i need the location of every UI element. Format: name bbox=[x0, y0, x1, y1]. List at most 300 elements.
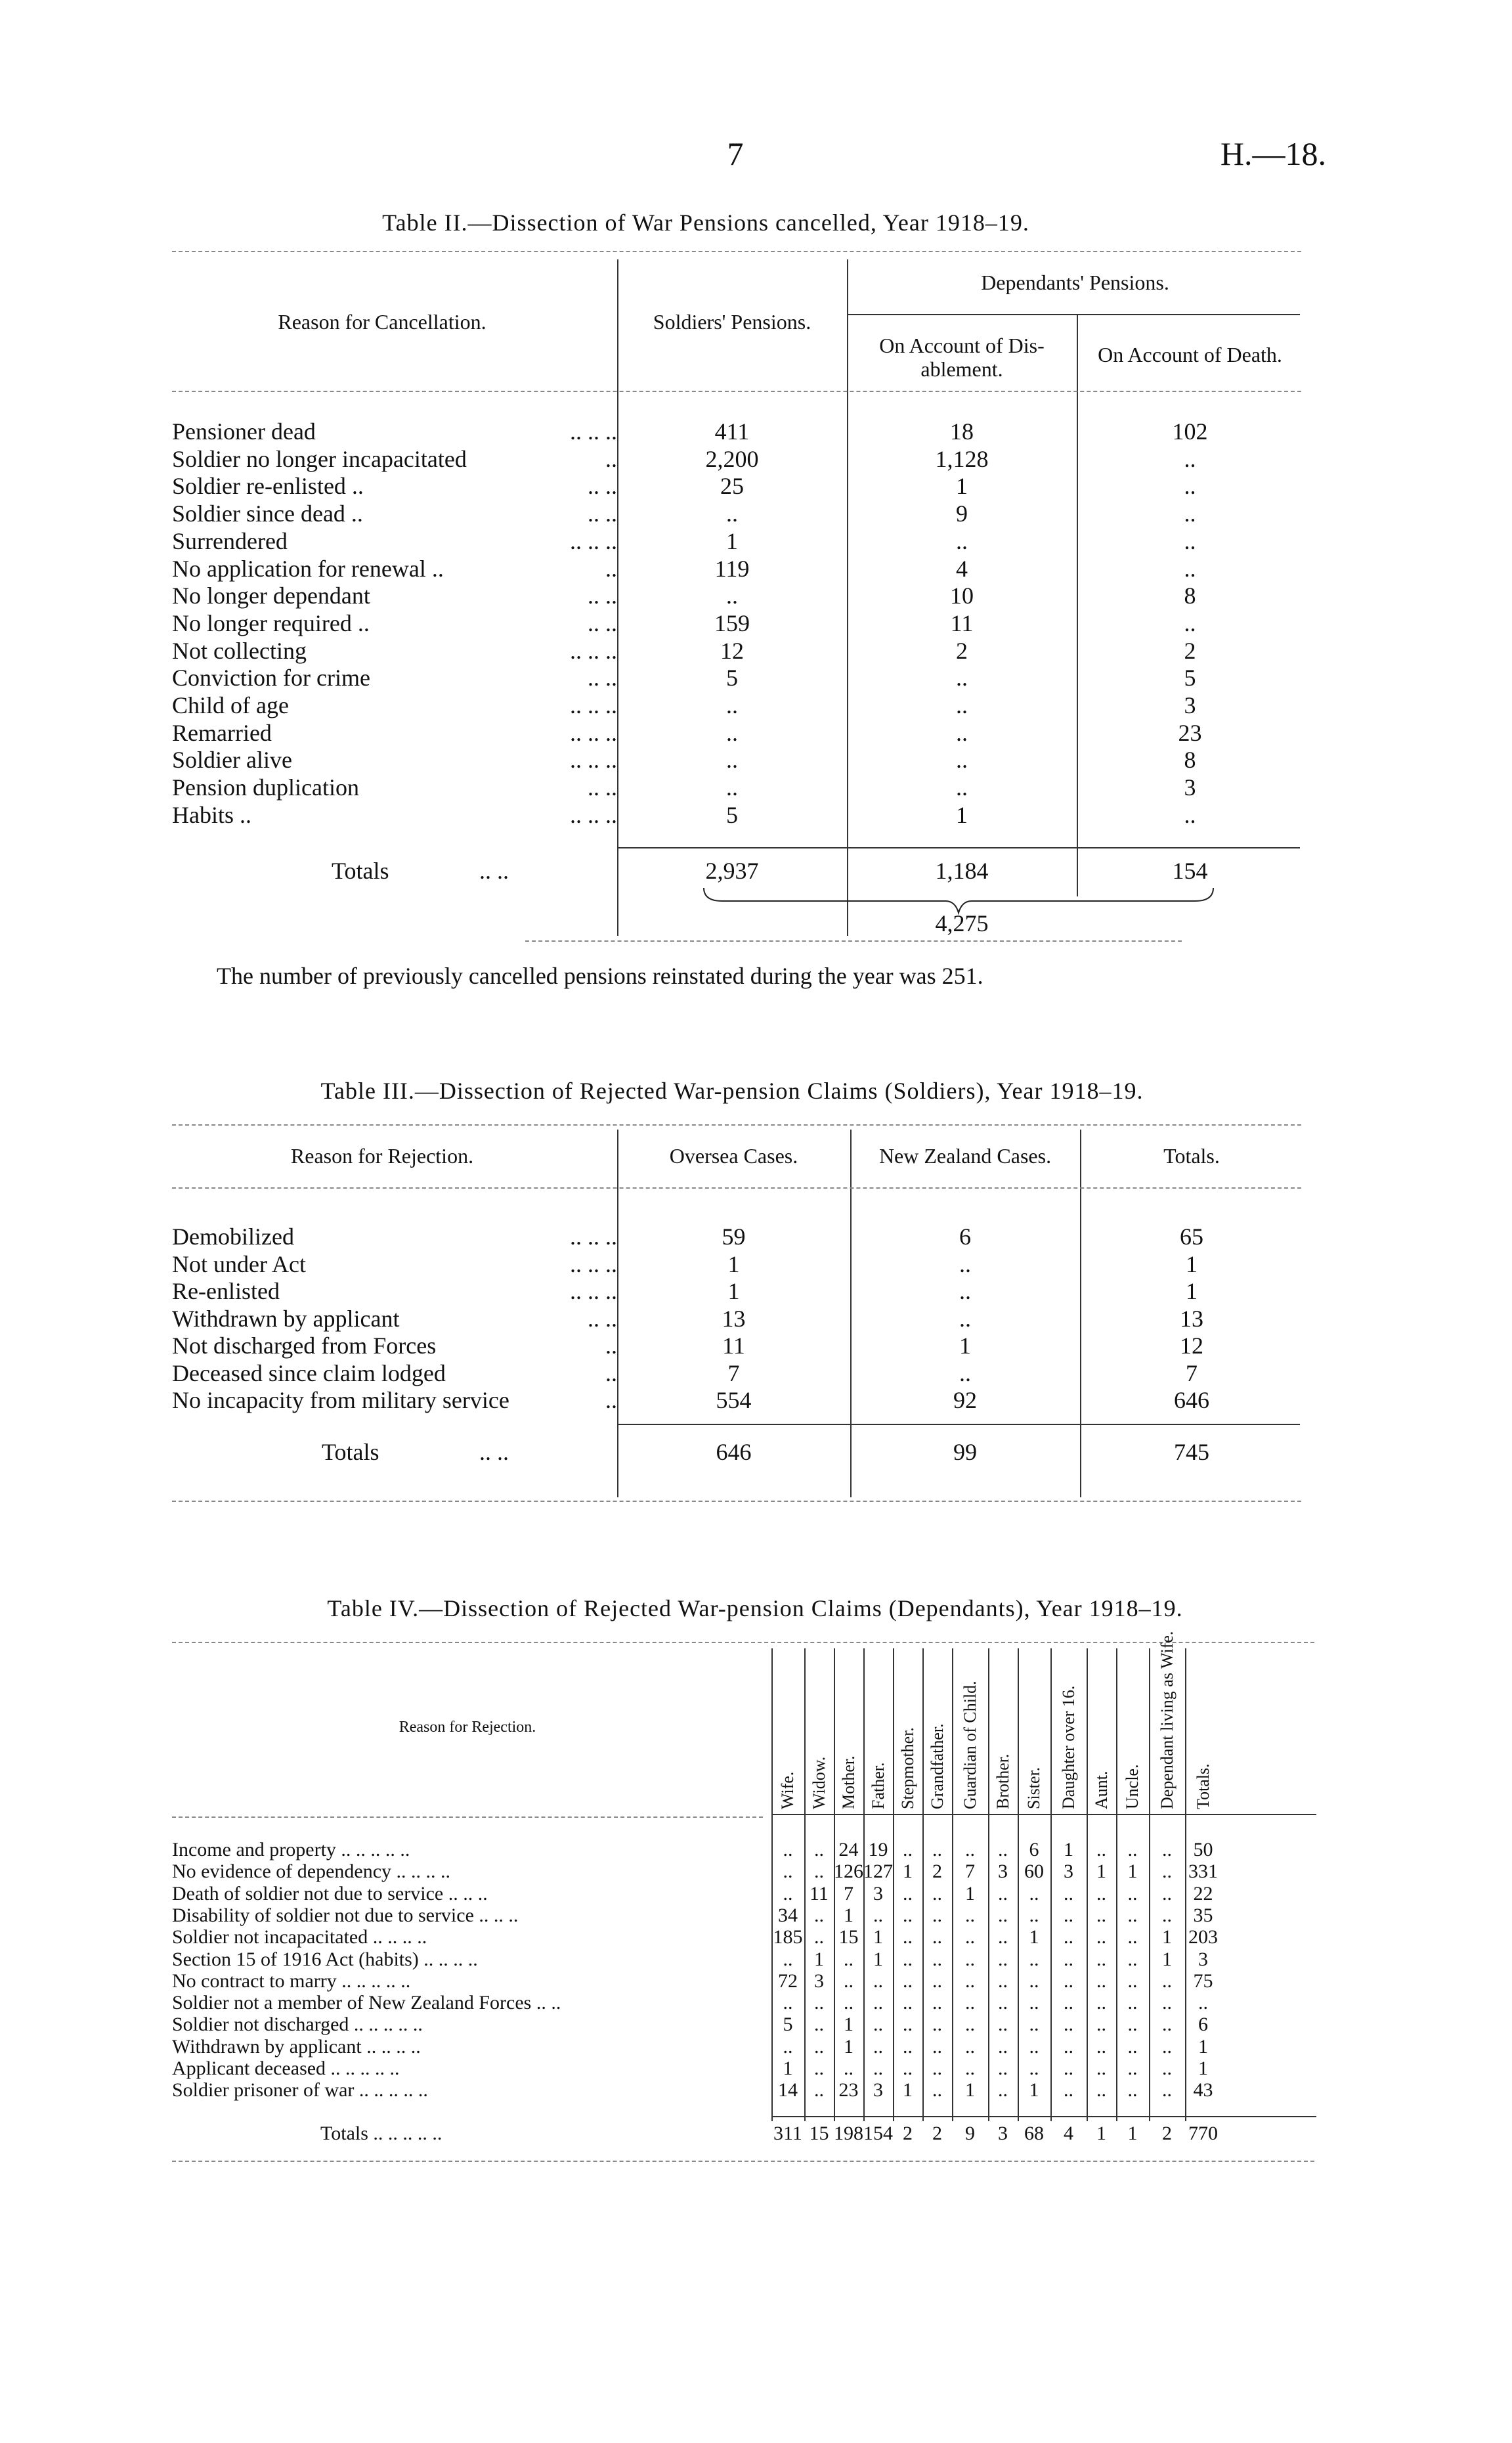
cell-value: .. bbox=[1162, 2036, 1172, 2058]
row-label: No contract to marry .. .. .. .. .. bbox=[172, 1970, 411, 1992]
cell-value: .. bbox=[998, 2014, 1008, 2035]
cell-value: .. bbox=[1064, 1992, 1073, 2014]
disablement-value: 9 bbox=[956, 500, 968, 527]
nz-value: .. bbox=[959, 1251, 971, 1277]
soldiers-value: .. bbox=[726, 500, 738, 527]
table3-totals-rule bbox=[617, 1424, 1300, 1425]
total-cell: 311 bbox=[773, 2123, 802, 2144]
cell-value: .. bbox=[1064, 1948, 1073, 1970]
column-header: Guardian of Child. bbox=[961, 1681, 980, 1809]
cell-value: 3 bbox=[814, 1970, 824, 1992]
total-cell: 198 bbox=[834, 2123, 863, 2144]
nz-value: 92 bbox=[953, 1387, 977, 1413]
row-label: Soldier no longer incapacitated bbox=[172, 446, 467, 472]
soldiers-value: 2,200 bbox=[705, 446, 759, 472]
cell-value: .. bbox=[1064, 2014, 1073, 2035]
cell-value: 72 bbox=[778, 1970, 798, 1992]
total-cell: 154 bbox=[863, 2123, 893, 2144]
row-label: Soldier prisoner of war .. .. .. .. .. bbox=[172, 2079, 428, 2101]
row-label: Deceased since claim lodged bbox=[172, 1360, 446, 1386]
total-value: 646 bbox=[1174, 1387, 1209, 1413]
row-leader: .. .. .. bbox=[570, 1278, 617, 1304]
table4-bottom-rule bbox=[172, 2161, 1314, 2162]
row-label: No application for renewal .. bbox=[172, 556, 444, 582]
row-leader: .. bbox=[605, 556, 617, 582]
column-header: Brother. bbox=[993, 1753, 1012, 1809]
disablement-value: .. bbox=[956, 528, 968, 554]
cell-value: .. bbox=[965, 1948, 975, 1970]
column-header: Wife. bbox=[778, 1771, 797, 1809]
disablement-value: 11 bbox=[950, 610, 974, 636]
table2-col-reason: Reason for Cancellation. bbox=[278, 310, 486, 334]
row-label: Applicant deceased .. .. .. .. .. bbox=[172, 2058, 400, 2079]
table3-bottom-rule bbox=[172, 1501, 1301, 1502]
oversea-value: 1 bbox=[727, 1251, 740, 1277]
nz-value: .. bbox=[959, 1306, 971, 1332]
disablement-value: .. bbox=[956, 747, 968, 773]
cell-value: .. bbox=[1096, 1992, 1106, 2014]
cell-value: .. bbox=[844, 2058, 853, 2079]
row-label: Habits .. bbox=[172, 802, 251, 828]
table3-col-oversea: Oversea Cases. bbox=[669, 1144, 798, 1168]
cell-value: .. bbox=[965, 2036, 975, 2058]
total-cell: 1 bbox=[1127, 2123, 1138, 2144]
cell-value: .. bbox=[932, 1948, 942, 1970]
total-cell: 68 bbox=[1024, 2123, 1044, 2144]
death-value: .. bbox=[1184, 528, 1196, 554]
cell-value: .. bbox=[903, 1883, 913, 1904]
cell-value: .. bbox=[1096, 1926, 1106, 1948]
table3-col-nz: New Zealand Cases. bbox=[878, 1144, 1052, 1168]
cell-value: .. bbox=[1127, 1883, 1138, 1904]
cell-value: .. bbox=[1198, 1992, 1208, 2014]
cell-value: .. bbox=[998, 1904, 1008, 1926]
row-label: Withdrawn by applicant .. .. .. .. bbox=[172, 2036, 421, 2058]
cell-value: 43 bbox=[1193, 2079, 1213, 2101]
table2-col-disablement: On Account of Dis- ablement. bbox=[879, 334, 1045, 381]
cell-value: .. bbox=[783, 1860, 793, 1882]
cell-value: 23 bbox=[838, 2079, 859, 2101]
total-cell: 4 bbox=[1064, 2123, 1073, 2144]
nz-value: 6 bbox=[959, 1223, 971, 1250]
cell-value: .. bbox=[903, 1904, 913, 1926]
cell-value: 7 bbox=[844, 1883, 853, 1904]
death-value: .. bbox=[1184, 556, 1196, 582]
oversea-value: 11 bbox=[722, 1332, 745, 1359]
cell-value: 11 bbox=[810, 1883, 829, 1904]
cell-value: .. bbox=[1127, 2036, 1138, 2058]
column-header: Dependant living as Wife. bbox=[1157, 1631, 1177, 1809]
cell-value: 34 bbox=[778, 1904, 798, 1926]
cell-value: .. bbox=[1064, 1926, 1073, 1948]
table3-divider bbox=[850, 1130, 852, 1497]
cell-value: .. bbox=[1162, 2079, 1172, 2101]
table2-totals-leader: .. .. bbox=[479, 858, 509, 884]
death-value: .. bbox=[1184, 500, 1196, 527]
cell-value: .. bbox=[932, 1883, 942, 1904]
cell-value: .. bbox=[1096, 1883, 1106, 1904]
cell-value: .. bbox=[903, 1970, 913, 1992]
cell-value: .. bbox=[932, 2036, 942, 2058]
cell-value: .. bbox=[1029, 1883, 1039, 1904]
disablement-value: 1 bbox=[956, 473, 968, 499]
row-label: Soldier not discharged .. .. .. .. .. bbox=[172, 2014, 423, 2035]
total-cell: 3 bbox=[998, 2123, 1008, 2144]
cell-value: 1 bbox=[873, 1926, 883, 1948]
nz-value: 1 bbox=[959, 1332, 971, 1359]
soldiers-value: .. bbox=[726, 747, 738, 773]
cell-value: .. bbox=[873, 2014, 883, 2035]
row-leader: .. .. bbox=[588, 473, 617, 499]
table4-top-rule bbox=[172, 1642, 1314, 1643]
cell-value: 35 bbox=[1193, 1904, 1213, 1926]
total-value: 1 bbox=[1186, 1251, 1198, 1277]
table3-totals-label: Totals bbox=[322, 1439, 379, 1465]
row-leader: .. .. bbox=[588, 1306, 617, 1332]
row-label: Soldier re-enlisted .. bbox=[172, 473, 364, 499]
cell-value: .. bbox=[814, 1904, 824, 1926]
table4-header-rule-left bbox=[172, 1816, 763, 1818]
cell-value: .. bbox=[1064, 2058, 1073, 2079]
disablement-value: .. bbox=[956, 665, 968, 691]
cell-value: .. bbox=[1064, 2036, 1073, 2058]
row-label: Remarried bbox=[172, 720, 272, 746]
cell-value: .. bbox=[932, 1926, 942, 1948]
cell-value: .. bbox=[1162, 2014, 1172, 2035]
cell-value: 2 bbox=[932, 1860, 942, 1882]
table3-total-total: 745 bbox=[1174, 1439, 1209, 1465]
cell-value: 24 bbox=[838, 1839, 859, 1860]
cell-value: .. bbox=[932, 1839, 942, 1860]
column-header: Daughter over 16. bbox=[1059, 1685, 1078, 1809]
row-label: Disability of soldier not due to service .. .. .. bbox=[172, 1904, 519, 1926]
table2-grand-total: 4,275 bbox=[935, 910, 989, 936]
oversea-value: 1 bbox=[727, 1278, 740, 1304]
cell-value: 1 bbox=[1162, 1948, 1172, 1970]
soldiers-value: 5 bbox=[726, 665, 738, 691]
table3-total-oversea: 646 bbox=[716, 1439, 752, 1465]
cell-value: .. bbox=[903, 2014, 913, 2035]
soldiers-value: .. bbox=[726, 774, 738, 801]
cell-value: 1 bbox=[844, 2014, 853, 2035]
table2-total-death: 154 bbox=[1172, 858, 1208, 884]
cell-value: .. bbox=[1029, 2058, 1039, 2079]
cell-value: .. bbox=[844, 1948, 853, 1970]
cell-value: .. bbox=[903, 1926, 913, 1948]
row-label: Soldier not a member of New Zealand Forces .. .. bbox=[172, 1992, 561, 2014]
row-label: Section 15 of 1916 Act (habits) .. .. .. .. bbox=[172, 1948, 478, 1970]
cell-value: .. bbox=[1127, 1904, 1138, 1926]
oversea-value: 7 bbox=[727, 1360, 740, 1386]
death-value: 23 bbox=[1178, 720, 1202, 746]
cell-value: 1 bbox=[1198, 2036, 1208, 2058]
cell-value: .. bbox=[1064, 1904, 1073, 1926]
cell-value: 1 bbox=[844, 2036, 853, 2058]
table2-totals-label: Totals bbox=[332, 858, 389, 884]
cell-value: 1 bbox=[1064, 1839, 1073, 1860]
row-label: Death of soldier not due to service .. .. .. bbox=[172, 1883, 488, 1904]
cell-value: .. bbox=[965, 2058, 975, 2079]
total-cell: 15 bbox=[809, 2123, 829, 2144]
death-value: .. bbox=[1184, 473, 1196, 499]
cell-value: .. bbox=[1064, 1970, 1073, 1992]
cell-value: .. bbox=[783, 1992, 793, 2014]
row-leader: .. .. bbox=[588, 665, 617, 691]
cell-value: 1 bbox=[1198, 2058, 1208, 2079]
cell-value: .. bbox=[1096, 2036, 1106, 2058]
cell-value: .. bbox=[1127, 1839, 1138, 1860]
cell-value: .. bbox=[1127, 2058, 1138, 2079]
cell-value: .. bbox=[814, 2036, 824, 2058]
death-value: 8 bbox=[1184, 747, 1196, 773]
row-label: Pension duplication bbox=[172, 774, 359, 801]
cell-value: 7 bbox=[965, 1860, 975, 1882]
column-header: Stepmother. bbox=[898, 1727, 917, 1809]
cell-value: 203 bbox=[1188, 1926, 1218, 1948]
row-label: Surrendered bbox=[172, 528, 288, 554]
table4-title: Table IV.—Dissection of Rejected War-pension Claims (Dependants), Year 1918–19. bbox=[327, 1595, 1183, 1621]
row-leader: .. .. .. bbox=[570, 418, 617, 445]
row-label: Re-enlisted bbox=[172, 1278, 280, 1304]
cell-value: 6 bbox=[1198, 2014, 1208, 2035]
oversea-value: 13 bbox=[722, 1306, 746, 1332]
cell-value: .. bbox=[932, 2058, 942, 2079]
cell-value: .. bbox=[1127, 1948, 1138, 1970]
table2-title: Table II.—Dissection of War Pensions cancelled, Year 1918–19. bbox=[382, 209, 1029, 236]
table3-col-totals: Totals. bbox=[1163, 1144, 1220, 1168]
cell-value: 15 bbox=[838, 1926, 859, 1948]
cell-value: .. bbox=[1096, 1904, 1106, 1926]
row-leader: .. .. .. bbox=[570, 802, 617, 828]
cell-value: .. bbox=[873, 2058, 883, 2079]
column-header: Mother. bbox=[839, 1755, 858, 1809]
cell-value: 5 bbox=[783, 2014, 793, 2035]
table3-totals-leader: .. .. bbox=[479, 1439, 509, 1465]
cell-value: 1 bbox=[965, 2079, 975, 2101]
cell-value: .. bbox=[1096, 1839, 1106, 1860]
cell-value: .. bbox=[903, 1839, 913, 1860]
cell-value: .. bbox=[965, 1970, 975, 1992]
cell-value: .. bbox=[998, 1839, 1008, 1860]
total-value: 12 bbox=[1180, 1332, 1203, 1359]
row-label: No longer required .. bbox=[172, 610, 370, 636]
cell-value: .. bbox=[932, 1904, 942, 1926]
row-label: Not discharged from Forces bbox=[172, 1332, 437, 1359]
cell-value: .. bbox=[998, 2079, 1008, 2101]
cell-value: .. bbox=[1162, 1839, 1172, 1860]
cell-value: .. bbox=[932, 1970, 942, 1992]
cell-value: .. bbox=[844, 1970, 853, 1992]
cell-value: .. bbox=[814, 2058, 824, 2079]
row-leader: .. .. .. bbox=[570, 720, 617, 746]
total-cell: 2 bbox=[1162, 2123, 1172, 2144]
column-header: Widow. bbox=[810, 1756, 829, 1809]
total-cell: 9 bbox=[965, 2123, 975, 2144]
cell-value: .. bbox=[998, 1883, 1008, 1904]
cell-value: 185 bbox=[773, 1926, 803, 1948]
soldiers-value: 12 bbox=[720, 638, 744, 664]
disablement-value: .. bbox=[956, 720, 968, 746]
row-leader: .. .. .. bbox=[570, 638, 617, 664]
disablement-value: 4 bbox=[956, 556, 968, 582]
table3-top-rule bbox=[172, 1124, 1301, 1126]
cell-value: .. bbox=[1029, 1992, 1039, 2014]
cell-value: .. bbox=[783, 1839, 793, 1860]
table2-sub-rule bbox=[847, 314, 1300, 315]
table3-header-rule bbox=[172, 1187, 1301, 1189]
cell-value: 1 bbox=[844, 1904, 853, 1926]
document-code: H.—18. bbox=[1220, 135, 1326, 172]
table3-title: Table III.—Dissection of Rejected War-pension Claims (Soldiers), Year 1918–19. bbox=[320, 1078, 1144, 1104]
cell-value: 3 bbox=[873, 2079, 883, 2101]
table2-bottom-rule bbox=[525, 940, 1182, 942]
cell-value: 1 bbox=[1162, 1926, 1172, 1948]
cell-value: .. bbox=[1096, 2079, 1106, 2101]
cell-value: 1 bbox=[903, 2079, 913, 2101]
cell-value: .. bbox=[814, 2014, 824, 2035]
cell-value: 1 bbox=[1127, 1860, 1138, 1882]
table2-divider bbox=[847, 259, 848, 936]
page-number: 7 bbox=[727, 135, 744, 172]
table4-totals-label: Totals .. .. .. .. .. bbox=[320, 2123, 443, 2144]
row-leader: .. .. bbox=[588, 583, 617, 609]
oversea-value: 554 bbox=[716, 1387, 752, 1413]
cell-value: .. bbox=[1162, 1860, 1172, 1882]
cell-value: 14 bbox=[778, 2079, 798, 2101]
cell-value: 3 bbox=[1064, 1860, 1073, 1882]
cell-value: .. bbox=[814, 1860, 824, 1882]
cell-value: .. bbox=[1064, 1883, 1073, 1904]
cell-value: .. bbox=[873, 1904, 883, 1926]
cell-value: .. bbox=[903, 1992, 913, 2014]
cell-value: .. bbox=[965, 1926, 975, 1948]
cell-value: 1 bbox=[903, 1860, 913, 1882]
soldiers-value: 1 bbox=[726, 528, 738, 554]
death-value: 3 bbox=[1184, 692, 1196, 718]
cell-value: 127 bbox=[863, 1860, 893, 1882]
row-leader: .. bbox=[605, 1387, 617, 1413]
cell-value: .. bbox=[814, 1926, 824, 1948]
cell-value: .. bbox=[998, 1992, 1008, 2014]
cell-value: .. bbox=[1127, 1970, 1138, 1992]
death-value: .. bbox=[1184, 802, 1196, 828]
cell-value: .. bbox=[965, 1839, 975, 1860]
death-value: 102 bbox=[1172, 418, 1208, 445]
cell-value: 6 bbox=[1029, 1839, 1039, 1860]
row-leader: .. .. .. bbox=[570, 1251, 617, 1277]
soldiers-value: .. bbox=[726, 720, 738, 746]
death-value: 5 bbox=[1184, 665, 1196, 691]
cell-value: .. bbox=[903, 1948, 913, 1970]
cell-value: .. bbox=[1029, 1948, 1039, 1970]
cell-value: .. bbox=[1029, 1970, 1039, 1992]
cell-value: .. bbox=[965, 1992, 975, 2014]
table2-top-rule bbox=[172, 251, 1301, 252]
row-leader: .. .. bbox=[588, 774, 617, 801]
row-label: Not under Act bbox=[172, 1251, 306, 1277]
cell-value: 1 bbox=[965, 1883, 975, 1904]
total-value: 1 bbox=[1186, 1278, 1198, 1304]
cell-value: 1 bbox=[1096, 1860, 1106, 1882]
table3-total-nz: 99 bbox=[953, 1439, 977, 1465]
row-label: Demobilized bbox=[172, 1223, 294, 1250]
cell-value: .. bbox=[1029, 2036, 1039, 2058]
cell-value: 19 bbox=[868, 1839, 888, 1860]
row-label: Soldier not incapacitated .. .. .. .. bbox=[172, 1926, 427, 1948]
row-label: No longer dependant bbox=[172, 583, 370, 609]
cell-value: .. bbox=[998, 1970, 1008, 1992]
cell-value: .. bbox=[1029, 2014, 1039, 2035]
total-value: 65 bbox=[1180, 1223, 1203, 1250]
table2-header-rule bbox=[172, 391, 1301, 392]
cell-value: 1 bbox=[1029, 1926, 1039, 1948]
cell-value: .. bbox=[1162, 1970, 1172, 1992]
cell-value: .. bbox=[1029, 1904, 1039, 1926]
disablement-value: .. bbox=[956, 774, 968, 801]
cell-value: .. bbox=[1096, 1970, 1106, 1992]
nz-value: .. bbox=[959, 1278, 971, 1304]
cell-value: 1 bbox=[873, 1948, 883, 1970]
cell-value: .. bbox=[932, 2079, 942, 2101]
death-value: .. bbox=[1184, 446, 1196, 472]
table2-total-disablement: 1,184 bbox=[935, 858, 989, 884]
table3-divider bbox=[1080, 1130, 1081, 1497]
row-label: Soldier since dead .. bbox=[172, 500, 363, 527]
row-leader: .. bbox=[605, 446, 617, 472]
cell-value: .. bbox=[1162, 2058, 1172, 2079]
cell-value: .. bbox=[844, 1992, 853, 2014]
cell-value: 3 bbox=[873, 1883, 883, 1904]
table2-total-soldiers: 2,937 bbox=[705, 858, 759, 884]
cell-value: .. bbox=[998, 2036, 1008, 2058]
table2-divider bbox=[617, 259, 618, 936]
disablement-value: 10 bbox=[950, 583, 974, 609]
death-value: .. bbox=[1184, 610, 1196, 636]
row-label: Income and property .. .. .. .. .. bbox=[172, 1839, 410, 1860]
table2-divider bbox=[1077, 315, 1078, 896]
table2-col-soldiers: Soldiers' Pensions. bbox=[653, 310, 811, 334]
death-value: 8 bbox=[1184, 583, 1196, 609]
nz-value: .. bbox=[959, 1360, 971, 1386]
table2-note: The number of previously cancelled pensions reinstated during the year was 251. bbox=[217, 963, 983, 989]
cell-value: .. bbox=[1127, 2014, 1138, 2035]
row-leader: .. .. .. bbox=[570, 747, 617, 773]
oversea-value: 59 bbox=[722, 1223, 746, 1250]
cell-value: 3 bbox=[998, 1860, 1008, 1882]
disablement-value: 1 bbox=[956, 802, 968, 828]
soldiers-value: 119 bbox=[714, 556, 750, 582]
column-header: Aunt. bbox=[1092, 1771, 1111, 1809]
cell-value: .. bbox=[1127, 1992, 1138, 2014]
row-label: Pensioner dead bbox=[172, 418, 316, 445]
disablement-value: 18 bbox=[950, 418, 974, 445]
cell-value: 3 bbox=[1198, 1948, 1208, 1970]
row-label: Soldier alive bbox=[172, 747, 292, 773]
cell-value: 1 bbox=[783, 2058, 793, 2079]
cell-value: 60 bbox=[1024, 1860, 1044, 1882]
table2-col-death: On Account of Death. bbox=[1098, 343, 1282, 366]
soldiers-value: .. bbox=[726, 692, 738, 718]
cell-value: .. bbox=[1064, 2079, 1073, 2101]
soldiers-value: 159 bbox=[714, 610, 750, 636]
cell-value: .. bbox=[965, 2014, 975, 2035]
cell-value: .. bbox=[783, 1948, 793, 1970]
soldiers-value: 411 bbox=[714, 418, 750, 445]
total-cell: 770 bbox=[1188, 2123, 1218, 2144]
cell-value: .. bbox=[1127, 1926, 1138, 1948]
table2-totals-rule bbox=[617, 847, 1300, 848]
table3-col-reason: Reason for Rejection. bbox=[290, 1144, 474, 1168]
